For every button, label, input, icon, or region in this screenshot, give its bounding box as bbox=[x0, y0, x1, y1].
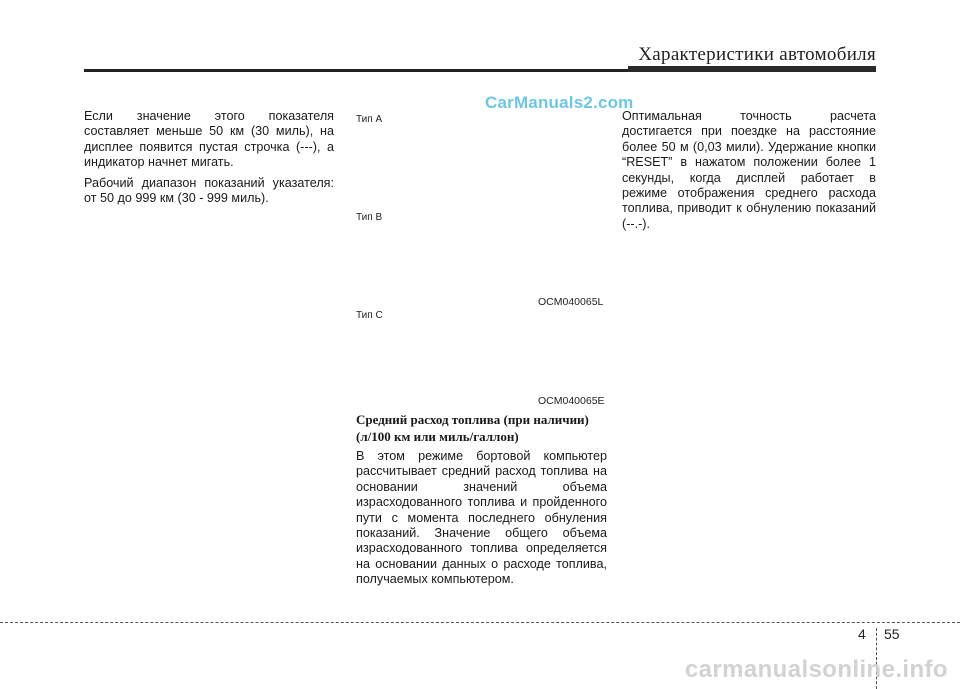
left-text-column bbox=[84, 109, 334, 211]
figure-label-type-a: Тип A bbox=[356, 114, 383, 125]
header-rule-accent bbox=[628, 66, 876, 72]
page-number: 55 bbox=[884, 626, 900, 642]
middle-text-column bbox=[356, 411, 607, 593]
page-header-title: Характеристики автомобиля bbox=[638, 44, 876, 65]
watermark-carmanualsonline: carmanualsonline.info bbox=[684, 656, 948, 683]
paragraph: В этом режиме бортовой компьютер рассчитывает средний расход топлива на основании значений объема израсходованного топлива и пройденного пути с момента последнего обнуления показаний. Значение общего объема израсходованного топлива определяется на основании данных о расходе топлива, получаемых компьютером. bbox=[356, 449, 607, 587]
figure-label-type-b: Тип B bbox=[356, 212, 383, 223]
section-heading bbox=[356, 411, 607, 445]
right-text-column bbox=[622, 109, 876, 237]
section-heading-line: (л/100 км или миль/галлон) bbox=[356, 429, 519, 444]
figure-code: OCM040065E bbox=[538, 395, 605, 407]
paragraph: Рабочий диапазон показаний указателя: от 50 до 999 км (30 - 999 миль). bbox=[84, 175, 334, 206]
figure-label-type-c: Тип C bbox=[356, 310, 383, 321]
figure-code: OCM040065L bbox=[538, 296, 604, 308]
section-number: 4 bbox=[858, 626, 866, 642]
section-heading-line: Средний расход топлива (при наличии) bbox=[356, 412, 589, 427]
paragraph: Если значение этого показателя составляет меньше 50 км (30 миль), на дисплее появится пустая строчка (---), а индикатор начнет мигать. bbox=[84, 109, 334, 170]
paragraph: Оптимальная точность расчета достигается при поездке на расстояние более 50 м (0,03 мили). Удержание кнопки “RESET” в нажатом положении более 1 секунды, когда дисплей работает в режиме отображения среднего расхода топлива, приводит к обнулению показаний (--.-). bbox=[622, 109, 876, 231]
footer-divider bbox=[0, 622, 960, 623]
watermark-carmanuals2: CarManuals2.com bbox=[485, 93, 634, 112]
